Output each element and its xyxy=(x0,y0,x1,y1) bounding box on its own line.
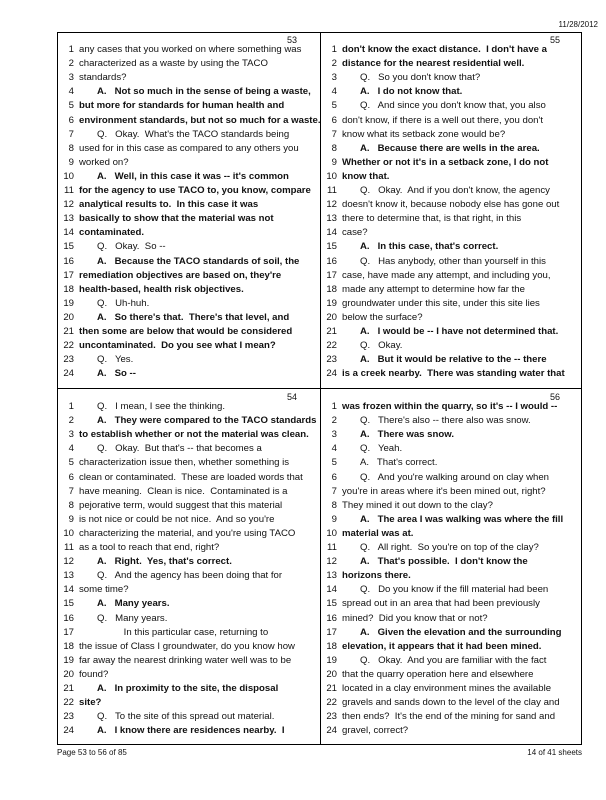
line-number: 12 xyxy=(63,199,74,211)
line-number: 8 xyxy=(331,499,337,511)
line-text: gravels and sands down to the level of the clay and xyxy=(342,697,560,709)
line-number: 5 xyxy=(68,457,74,469)
line-text: A. That's possible. I don't know the xyxy=(360,556,528,568)
line-text: A. So there's that. There's that level, and xyxy=(97,311,290,323)
line-number: 19 xyxy=(63,654,74,666)
transcript-line xyxy=(320,353,582,367)
transcript-line xyxy=(57,311,319,325)
line-number: 21 xyxy=(326,683,337,694)
line-text: Q. Okay. And if you don't know, the agency xyxy=(360,185,550,196)
line-number: 17 xyxy=(326,626,337,638)
line-text: contaminated. xyxy=(79,227,145,239)
line-text: case, have made any attempt, and including you, xyxy=(342,269,551,281)
transcript-line xyxy=(57,471,319,485)
line-text: for the agency to use TACO to, you know, compare xyxy=(79,185,311,196)
line-text: Q. Do you know if the fill material had been xyxy=(360,584,549,596)
transcript-line xyxy=(320,710,582,724)
transcript-line xyxy=(57,325,319,339)
transcript-line xyxy=(57,114,319,128)
line-number: 9 xyxy=(68,513,74,525)
line-number: 3 xyxy=(68,72,74,84)
transcript-line xyxy=(320,240,582,254)
line-text: environment standards, but not so much for a waste. xyxy=(79,114,321,126)
transcript-line xyxy=(320,339,582,353)
line-text: Whether or not it's in a setback zone, I do not xyxy=(342,156,549,168)
line-text: Q. And you're walking around on clay when xyxy=(360,471,550,483)
line-text: Q. To the site of this spread out material. xyxy=(97,711,275,723)
transcript-line xyxy=(320,170,582,184)
line-number: 11 xyxy=(64,542,74,553)
line-number: 24 xyxy=(63,368,74,380)
transcript-line xyxy=(320,128,582,142)
line-number: 16 xyxy=(63,612,74,624)
line-text: A. In proximity to the site, the disposal xyxy=(97,683,279,694)
line-number: 18 xyxy=(326,640,337,652)
line-number: 10 xyxy=(326,527,337,539)
line-text: Q. Has anybody, other than yourself in this xyxy=(360,255,546,267)
line-text: know what its setback zone would be? xyxy=(342,128,506,140)
line-text: far away the nearest drinking water well was to be xyxy=(79,654,292,666)
line-number: 3 xyxy=(68,429,74,441)
line-text: characterization issue then, whether something is xyxy=(79,457,290,469)
line-number: 9 xyxy=(68,156,74,168)
line-text: to establish whether or not the material was clean. xyxy=(79,429,309,441)
page-number: 54 xyxy=(286,392,297,402)
line-text: horizons there. xyxy=(342,570,411,582)
line-text: Q. Okay. But that's -- that becomes a xyxy=(97,443,262,455)
transcript-line xyxy=(57,156,319,170)
line-number: 12 xyxy=(63,556,74,568)
line-number: 1 xyxy=(68,401,74,412)
line-number: 8 xyxy=(68,499,74,511)
transcript-line xyxy=(320,696,582,710)
line-text: Q. All right. So you're on top of the clay? xyxy=(360,542,539,553)
transcript-line xyxy=(320,682,582,696)
line-number: 15 xyxy=(326,598,337,610)
transcript-line xyxy=(320,527,582,541)
transcript-line xyxy=(57,414,319,428)
line-text: is not nice or could be not nice. And so you're xyxy=(79,513,275,525)
line-text: distance for the nearest residential well. xyxy=(342,58,525,70)
line-number: 17 xyxy=(63,626,74,638)
line-number: 2 xyxy=(331,58,337,70)
line-text: Q. So you don't know that? xyxy=(360,72,481,84)
line-number: 6 xyxy=(331,114,337,126)
line-number: 4 xyxy=(68,443,74,455)
transcript-line xyxy=(57,170,319,184)
transcript-line xyxy=(320,555,582,569)
line-text: remediation objectives are based on, they're xyxy=(79,269,282,281)
line-text: characterized as a waste by using the TACO xyxy=(79,58,268,70)
line-number: 21 xyxy=(63,683,74,694)
transcript-line xyxy=(320,57,582,71)
line-number: 12 xyxy=(326,556,337,568)
line-number: 6 xyxy=(68,471,74,483)
page-number: 56 xyxy=(549,392,560,402)
transcript-line xyxy=(320,414,582,428)
transcript-line xyxy=(57,555,319,569)
line-text: spread out in an area that had been previously xyxy=(342,598,540,610)
line-number: 4 xyxy=(331,86,337,98)
transcript-line xyxy=(320,311,582,325)
line-text: gravel, correct? xyxy=(342,725,409,737)
line-number: 1 xyxy=(331,401,337,412)
line-number: 19 xyxy=(326,654,337,666)
transcript-line xyxy=(57,456,319,470)
line-text: made any attempt to determine how far the xyxy=(342,283,525,295)
line-number: 6 xyxy=(331,471,337,483)
line-text: worked on? xyxy=(79,156,129,168)
line-text: They mined it out down to the clay? xyxy=(342,499,493,511)
transcript-line xyxy=(57,57,319,71)
transcript-line xyxy=(320,99,582,113)
line-number: 1 xyxy=(331,44,337,55)
transcript-line xyxy=(320,668,582,682)
line-text: below the surface? xyxy=(342,311,423,323)
line-number: 15 xyxy=(63,598,74,610)
line-number: 10 xyxy=(326,170,337,182)
line-number: 13 xyxy=(326,570,337,582)
line-text: don't know, if there is a well out there, you don't xyxy=(342,114,543,126)
line-number: 19 xyxy=(326,297,337,309)
line-text: uncontaminated. Do you see what I mean? xyxy=(79,340,276,352)
line-text: basically to show that the material was not xyxy=(79,213,274,225)
line-text: A. They were compared to the TACO standards xyxy=(97,415,317,427)
line-number: 8 xyxy=(68,142,74,154)
transcript-line xyxy=(320,367,582,381)
line-number: 20 xyxy=(326,668,337,680)
transcript-date: 11/28/2012 xyxy=(558,20,598,29)
line-number: 22 xyxy=(326,340,337,352)
transcript-line xyxy=(57,255,319,269)
line-number: 17 xyxy=(326,269,337,281)
transcript-line xyxy=(57,583,319,597)
line-text: A. There was snow. xyxy=(360,429,455,441)
transcript-line xyxy=(57,428,319,442)
transcript-line xyxy=(320,583,582,597)
line-number: 14 xyxy=(63,584,74,596)
transcript-line xyxy=(320,156,582,170)
line-text: A. I do not know that. xyxy=(360,86,463,98)
line-text: A. In this case, that's correct. xyxy=(360,241,499,253)
line-text: doesn't know it, because nobody else has gone out xyxy=(342,199,560,211)
transcript-line xyxy=(57,696,319,710)
line-text: mined? Did you know that or not? xyxy=(342,612,488,624)
line-text: found? xyxy=(79,668,109,680)
line-number: 22 xyxy=(63,340,74,352)
line-number: 2 xyxy=(331,415,337,427)
transcript-line xyxy=(57,367,319,381)
transcript-line xyxy=(57,569,319,583)
transcript-line xyxy=(57,184,319,198)
line-text: then ends? It's the end of the mining for sand and xyxy=(342,711,556,723)
transcript-line xyxy=(320,198,582,212)
line-text: material was at. xyxy=(342,527,414,539)
line-number: 21 xyxy=(63,326,74,337)
line-number: 15 xyxy=(63,241,74,253)
line-number: 22 xyxy=(326,697,337,709)
line-text: A. That's correct. xyxy=(360,457,438,469)
line-number: 20 xyxy=(326,311,337,323)
line-number: 18 xyxy=(326,283,337,295)
transcript-line xyxy=(57,226,319,240)
page-range: Page 53 to 56 of 85 xyxy=(57,748,127,757)
line-text: Q. Okay. xyxy=(360,340,403,352)
transcript-line xyxy=(57,198,319,212)
line-text: clean or contaminated. These are loaded words that xyxy=(79,471,303,483)
line-text: A. Because there are wells in the area. xyxy=(360,142,540,154)
transcript-line xyxy=(57,654,319,668)
line-number: 18 xyxy=(63,640,74,652)
transcript-line xyxy=(57,297,319,311)
line-number: 11 xyxy=(327,542,337,553)
line-text: case? xyxy=(342,227,368,239)
line-text: know that. xyxy=(342,170,390,182)
line-text: standards? xyxy=(79,72,127,84)
transcript-line xyxy=(57,640,319,654)
line-text: A. Right. Yes, that's correct. xyxy=(97,556,232,568)
line-text: A. I would be -- I have not determined that. xyxy=(360,326,559,337)
line-number: 8 xyxy=(331,142,337,154)
transcript-line xyxy=(320,569,582,583)
transcript-line xyxy=(57,442,319,456)
transcript-line xyxy=(320,325,582,339)
transcript-line xyxy=(57,626,319,640)
line-number: 14 xyxy=(63,227,74,239)
transcript-line xyxy=(320,485,582,499)
line-text: don't know the exact distance. I don't have a xyxy=(342,44,548,55)
line-number: 18 xyxy=(63,283,74,295)
line-number: 20 xyxy=(63,311,74,323)
line-text: but more for standards for human health and xyxy=(79,100,285,112)
line-text: was frozen within the quarry, so it's -- I would -- xyxy=(342,401,558,412)
page-number: 55 xyxy=(549,35,560,45)
line-number: 2 xyxy=(68,415,74,427)
transcript-line xyxy=(320,626,582,640)
line-text: A. Many years. xyxy=(97,598,170,610)
line-text: A. The area I was walking was where the fill xyxy=(360,513,564,525)
line-text: Q. Okay. So -- xyxy=(97,241,166,253)
line-text: A. Not so much in the sense of being a waste, xyxy=(97,86,311,98)
transcript-line xyxy=(57,597,319,611)
line-number: 23 xyxy=(63,711,74,723)
line-text: A. Given the elevation and the surrounding xyxy=(360,626,562,638)
line-text: Q. Yeah. xyxy=(360,443,403,455)
transcript-line xyxy=(320,428,582,442)
line-number: 7 xyxy=(331,128,337,140)
transcript-line xyxy=(57,212,319,226)
line-text: Q. There's also -- there also was snow. xyxy=(360,415,531,427)
line-text: A. So -- xyxy=(97,368,136,380)
transcript-line xyxy=(320,640,582,654)
line-text: Q. Uh-huh. xyxy=(97,297,150,309)
transcript-line xyxy=(57,541,319,555)
line-text: there to determine that, is that right, in this xyxy=(342,213,522,225)
transcript-line xyxy=(57,269,319,283)
line-text: site? xyxy=(79,697,102,709)
transcript-line xyxy=(57,339,319,353)
transcript-line xyxy=(57,353,319,367)
line-number: 17 xyxy=(63,269,74,281)
line-number: 3 xyxy=(331,429,337,441)
line-text: any cases that you worked on where something was xyxy=(79,44,302,55)
line-number: 3 xyxy=(331,72,337,84)
transcript-line xyxy=(57,724,319,738)
transcript-line xyxy=(320,71,582,85)
line-number: 21 xyxy=(326,326,337,337)
transcript-line xyxy=(57,71,319,85)
transcript-line xyxy=(320,499,582,513)
transcript-line xyxy=(57,240,319,254)
line-text: A. But it would be relative to the -- there xyxy=(360,354,547,366)
line-number: 4 xyxy=(331,443,337,455)
line-number: 13 xyxy=(326,213,337,225)
line-number: 24 xyxy=(326,725,337,737)
line-text: used for in this case as compared to any others you xyxy=(79,142,299,154)
line-number: 1 xyxy=(68,44,74,55)
line-number: 24 xyxy=(326,368,337,380)
line-number: 12 xyxy=(326,199,337,211)
line-number: 9 xyxy=(331,156,337,168)
line-number: 23 xyxy=(326,354,337,366)
line-text: pejorative term, would suggest that this material xyxy=(79,499,283,511)
line-text: is a creek nearby. There was standing water that xyxy=(342,368,565,380)
line-number: 11 xyxy=(327,185,337,196)
transcript-line xyxy=(57,682,319,696)
line-text: A. I know there are residences nearby. I xyxy=(97,725,285,737)
line-number: 6 xyxy=(68,114,74,126)
transcript-line xyxy=(57,43,319,57)
transcript-line xyxy=(320,255,582,269)
transcript-line xyxy=(57,400,319,414)
transcript-line xyxy=(320,456,582,470)
line-text: Q. I mean, I see the thinking. xyxy=(97,401,225,412)
transcript-line xyxy=(320,269,582,283)
line-number: 11 xyxy=(64,185,74,196)
line-number: 16 xyxy=(326,255,337,267)
line-number: 19 xyxy=(63,297,74,309)
transcript-line xyxy=(57,142,319,156)
line-text: Q. Okay. What's the TACO standards being xyxy=(97,128,290,140)
line-number: 7 xyxy=(331,485,337,497)
transcript-line xyxy=(57,710,319,724)
transcript-line xyxy=(320,184,582,198)
transcript-line xyxy=(320,226,582,240)
line-text: that the quarry operation here and elsewhere xyxy=(342,668,534,680)
line-text: groundwater under this site, under this site lies xyxy=(342,297,540,309)
line-number: 15 xyxy=(326,241,337,253)
transcript-line xyxy=(320,114,582,128)
line-text: Q. And since you don't know that, you also xyxy=(360,100,546,112)
transcript-line xyxy=(320,212,582,226)
line-number: 10 xyxy=(63,527,74,539)
line-number: 7 xyxy=(68,485,74,497)
transcript-line xyxy=(57,283,319,297)
line-text: A. Well, in this case it was -- it's common xyxy=(97,170,289,182)
transcript-line xyxy=(57,513,319,527)
line-number: 16 xyxy=(63,255,74,267)
line-number: 4 xyxy=(68,86,74,98)
line-number: 10 xyxy=(63,170,74,182)
transcript-line xyxy=(320,654,582,668)
transcript-line xyxy=(320,400,582,414)
line-text: you're in areas where it's been mined out, right? xyxy=(342,485,546,497)
line-text: Q. And the agency has been doing that for xyxy=(97,570,283,582)
transcript-page-56 xyxy=(320,389,582,745)
line-number: 5 xyxy=(68,100,74,112)
line-text: then some are below that would be considered xyxy=(79,326,293,337)
line-text: In this particular case, returning to xyxy=(97,626,269,638)
line-number: 24 xyxy=(63,725,74,737)
line-number: 13 xyxy=(63,213,74,225)
line-number: 5 xyxy=(331,100,337,112)
transcript-page-53 xyxy=(57,32,319,388)
transcript-line xyxy=(57,527,319,541)
transcript-line xyxy=(320,43,582,57)
line-text: have meaning. Clean is nice. Contaminated is a xyxy=(79,485,288,497)
transcript-line xyxy=(320,297,582,311)
line-number: 7 xyxy=(68,128,74,140)
line-text: elevation, it appears that it had been mined. xyxy=(342,640,542,652)
line-text: located in a clay environment mines the available xyxy=(342,683,552,694)
transcript-line xyxy=(57,485,319,499)
transcript-line xyxy=(57,499,319,513)
transcript-line xyxy=(320,541,582,555)
transcript-line xyxy=(57,128,319,142)
transcript-page-55 xyxy=(320,32,582,388)
line-text: the issue of Class I groundwater, do you know how xyxy=(79,640,295,652)
transcript-page-54 xyxy=(57,389,319,745)
transcript-line xyxy=(320,471,582,485)
line-number: 2 xyxy=(68,58,74,70)
transcript-line xyxy=(57,612,319,626)
transcript-line xyxy=(320,724,582,738)
line-text: Q. Many years. xyxy=(97,612,168,624)
transcript-line xyxy=(320,142,582,156)
line-number: 9 xyxy=(331,513,337,525)
line-number: 22 xyxy=(63,697,74,709)
line-text: some time? xyxy=(79,584,129,596)
line-text: Q. Okay. And you are familiar with the fact xyxy=(360,654,547,666)
line-number: 14 xyxy=(326,584,337,596)
line-number: 14 xyxy=(326,227,337,239)
line-text: analytical results to. In this case it was xyxy=(79,199,259,211)
transcript-line xyxy=(320,283,582,297)
transcript-line xyxy=(320,612,582,626)
line-text: characterizing the material, and you're using TACO xyxy=(79,527,296,539)
transcript-line xyxy=(320,513,582,527)
line-text: health-based, health risk objectives. xyxy=(79,283,244,295)
line-number: 20 xyxy=(63,668,74,680)
line-text: Q. Yes. xyxy=(97,354,134,366)
transcript-line xyxy=(320,442,582,456)
page-number: 53 xyxy=(286,35,297,45)
line-text: as a tool to reach that end, right? xyxy=(79,542,220,553)
transcript-line xyxy=(57,99,319,113)
line-number: 13 xyxy=(63,570,74,582)
line-number: 23 xyxy=(63,354,74,366)
transcript-line xyxy=(320,85,582,99)
line-number: 23 xyxy=(326,711,337,723)
line-number: 5 xyxy=(331,457,337,469)
line-text: A. Because the TACO standards of soil, the xyxy=(97,255,300,267)
transcript-line xyxy=(57,668,319,682)
transcript-line xyxy=(320,597,582,611)
line-number: 16 xyxy=(326,612,337,624)
sheet-count: 14 of 41 sheets xyxy=(527,748,582,757)
transcript-line xyxy=(57,85,319,99)
